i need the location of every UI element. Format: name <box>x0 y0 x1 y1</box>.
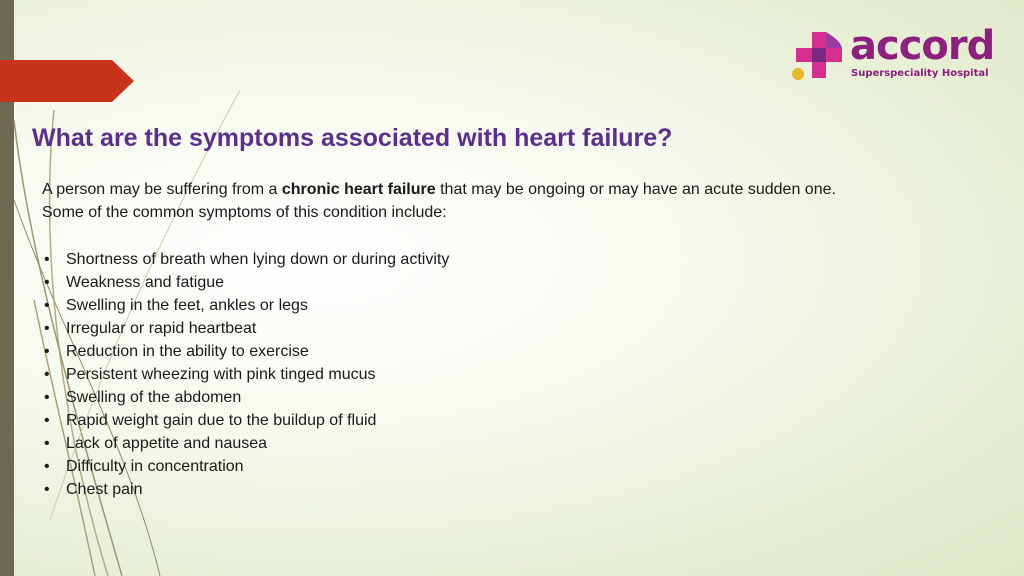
list-item: • Shortness of breath when lying down or during activity <box>42 248 449 271</box>
list-item: • Weakness and fatigue <box>42 271 449 294</box>
intro-paragraph <box>42 178 942 224</box>
accent-tab <box>0 60 134 102</box>
list-item: • Rapid weight gain due to the buildup of fluid <box>42 409 449 432</box>
hospital-logo <box>790 23 1000 88</box>
intro-second-line: Some of the common symptoms of this condition include: <box>42 204 447 221</box>
plus-cross-icon <box>790 30 846 86</box>
list-item: • Reduction in the ability to exercise <box>42 340 449 363</box>
symptom-list <box>42 248 449 501</box>
intro-bold-term: chronic heart failure <box>281 181 436 198</box>
list-item: • Difficulty in concentration <box>42 455 449 478</box>
list-item: • Lack of appetite and nausea <box>42 432 449 455</box>
list-item: • Chest pain <box>42 478 449 501</box>
list-item: • Swelling of the abdomen <box>42 386 449 409</box>
logo-subtitle: Superspeciality Hospital <box>851 68 989 79</box>
intro-text-end: that may be ongoing or may have an acute sudden one. <box>435 181 836 198</box>
slide-title: What are the symptoms associated with heart failure? <box>32 124 673 152</box>
list-item: • Irregular or rapid heartbeat <box>42 317 449 340</box>
logo-wordmark: accord <box>850 23 995 69</box>
intro-text-start: A person may be suffering from a <box>42 181 282 198</box>
list-item: • Swelling in the feet, ankles or legs <box>42 294 449 317</box>
list-item: • Persistent wheezing with pink tinged mucus <box>42 363 449 386</box>
